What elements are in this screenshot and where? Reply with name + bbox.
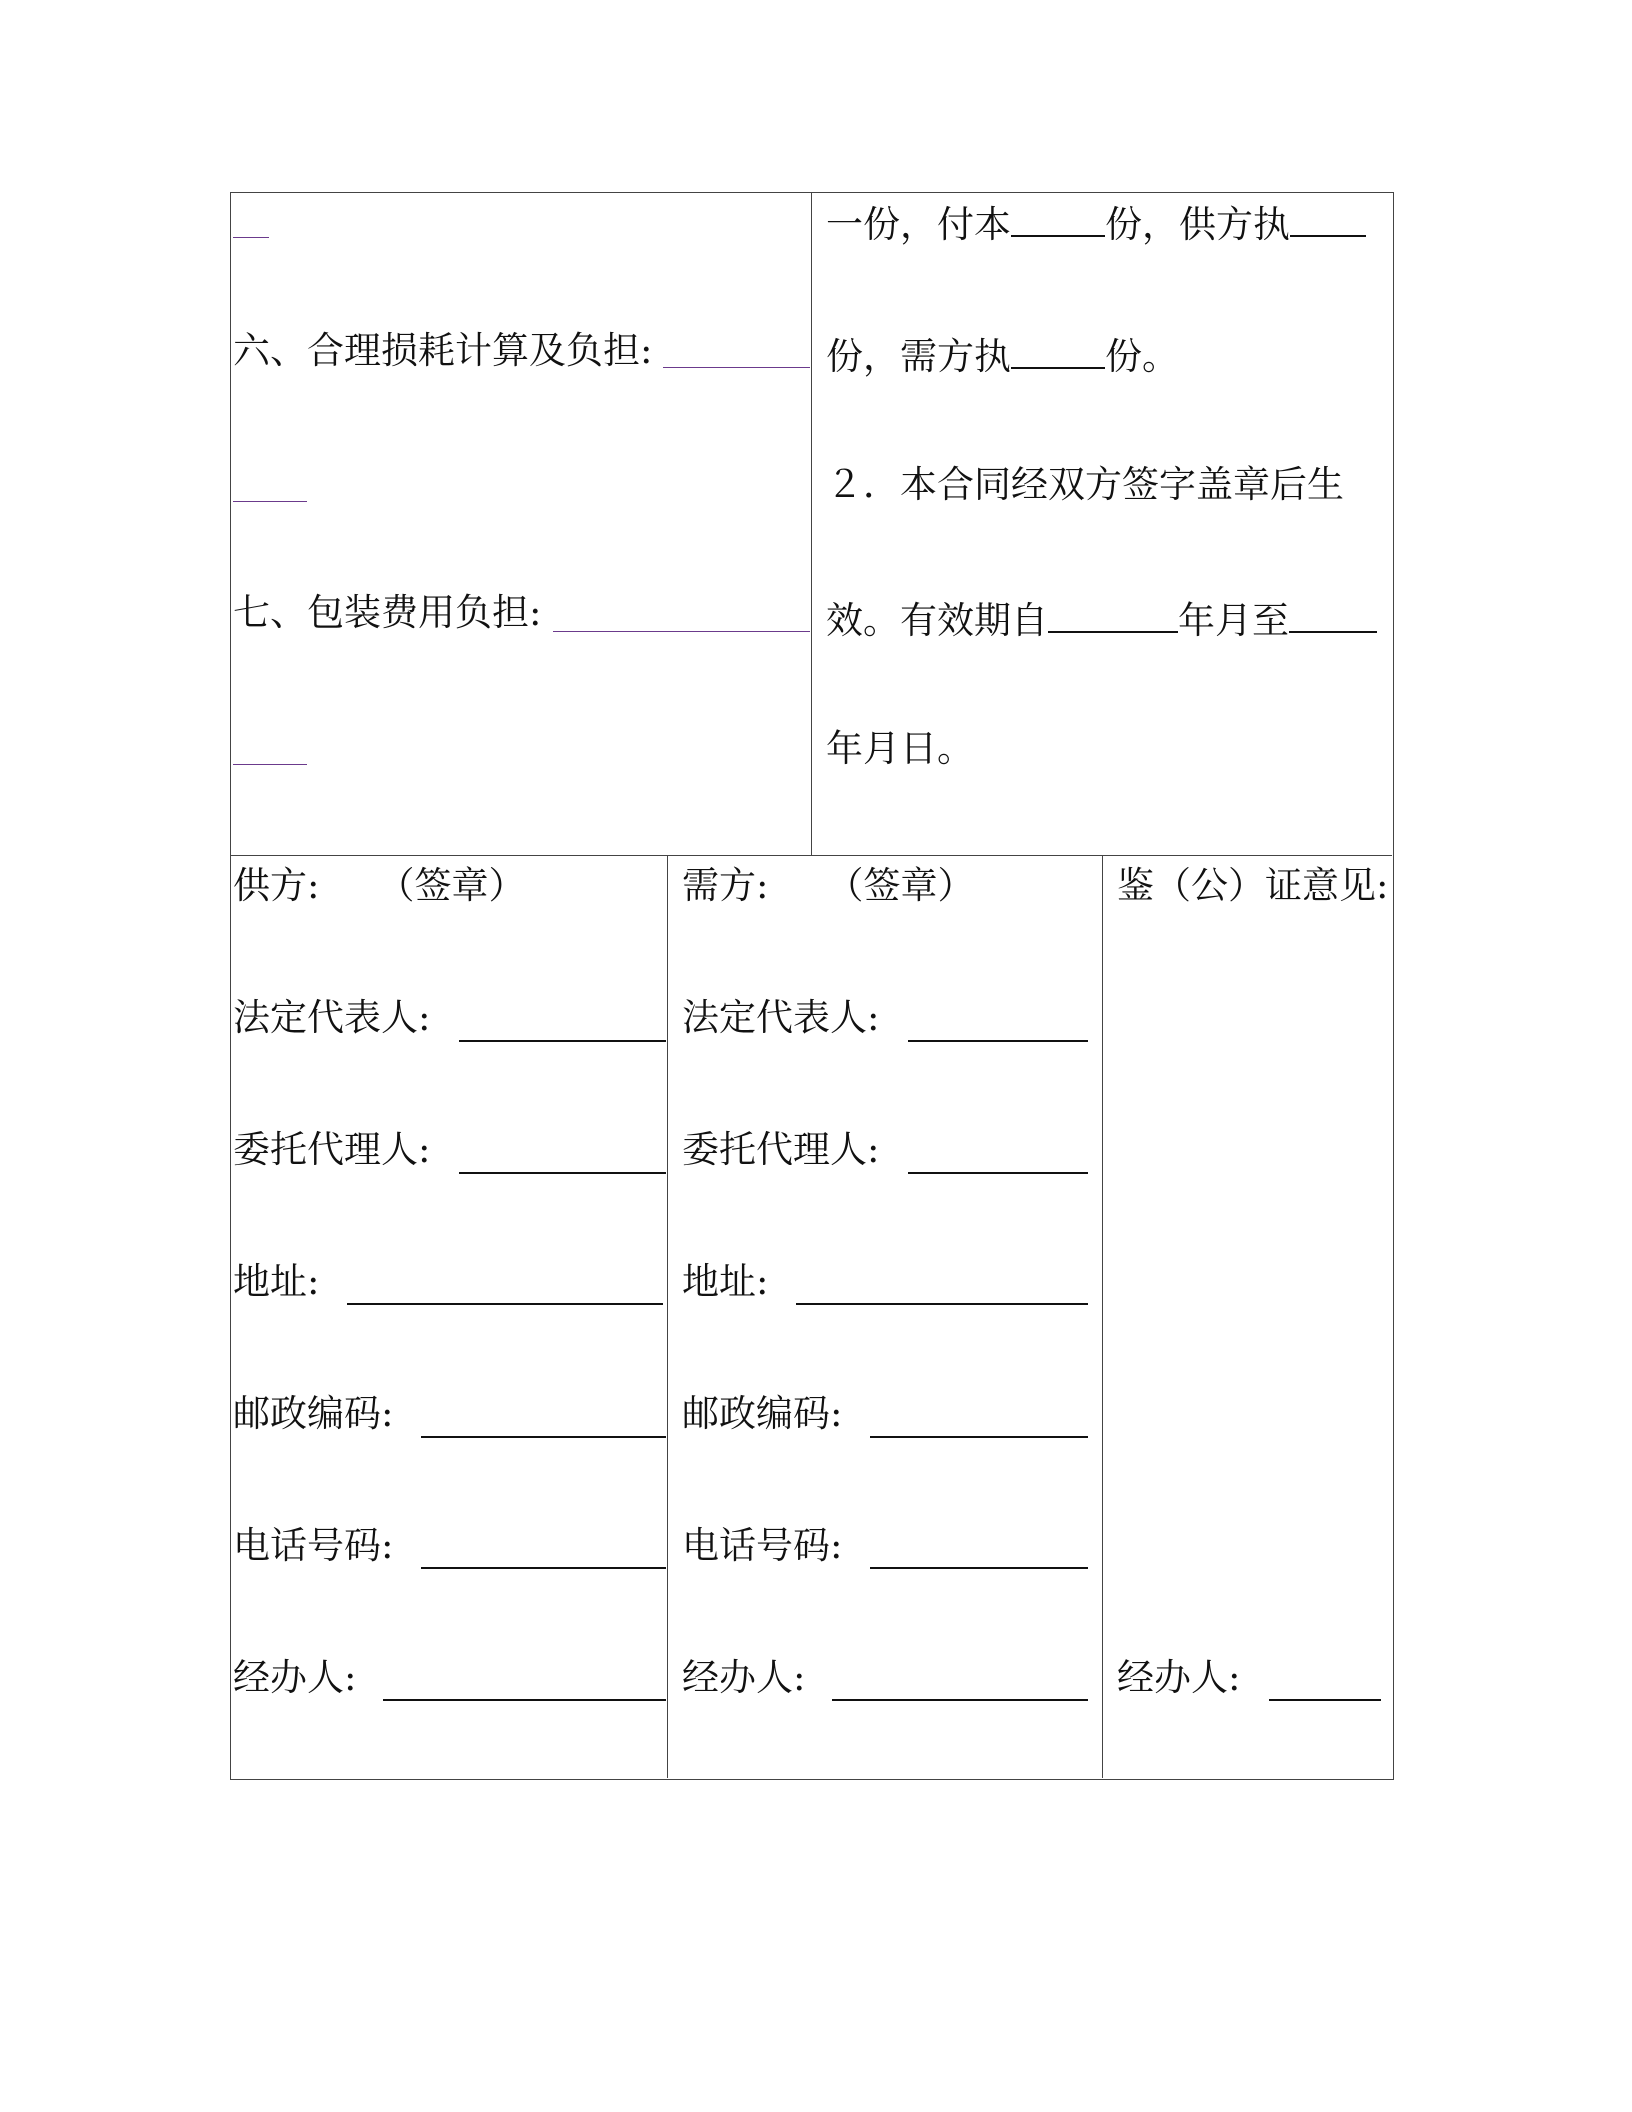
effective-text: ２．本合同经双方签字盖章后生	[826, 463, 1344, 506]
supplier-postcode-row	[233, 1392, 393, 1436]
buyer-handler-label: 经办人:	[682, 1656, 806, 1699]
buyer-copies-blank[interactable]	[1011, 331, 1105, 369]
supplier-address-label: 地址:	[233, 1260, 320, 1303]
supplier-postcode-field[interactable]	[421, 1436, 666, 1438]
notary-label: 鉴（公）证意见:	[1117, 864, 1389, 907]
notary-header	[1117, 864, 1388, 908]
supplier-legal-rep-field[interactable]	[459, 1040, 666, 1042]
item7-blank[interactable]	[553, 631, 810, 632]
buyer-legal-rep-field[interactable]	[908, 1040, 1088, 1042]
validity-text-a: 效。有效期自	[826, 599, 1048, 642]
supplier-legal-rep-row	[233, 996, 430, 1040]
terms-cell-left	[231, 193, 812, 856]
supplier-phone-row	[233, 1524, 393, 1568]
buyer-legal-rep-row	[682, 996, 879, 1040]
validity-line-2	[826, 727, 974, 771]
copies-line-2	[826, 331, 1179, 379]
buyer-handler-field[interactable]	[832, 1699, 1088, 1701]
buyer-postcode-label: 邮政编码:	[682, 1392, 843, 1435]
supplier-phone-field[interactable]	[421, 1567, 666, 1569]
item6-blank-continued[interactable]	[233, 501, 307, 502]
validity-line	[826, 595, 1377, 643]
supplier-postcode-label: 邮政编码:	[233, 1392, 394, 1435]
notary-handler-label: 经办人:	[1117, 1656, 1241, 1699]
supplier-phone-label: 电话号码:	[233, 1524, 394, 1567]
buyer-agent-label: 委托代理人:	[682, 1128, 880, 1171]
supplier-label: 供方:	[233, 864, 320, 907]
buyer-agent-field[interactable]	[908, 1172, 1088, 1174]
supplier-seal-label: （签章）	[377, 864, 526, 907]
validity-text-c: 年月日。	[826, 727, 974, 770]
supplier-address-row	[233, 1260, 319, 1304]
supplier-agent-label: 委托代理人:	[233, 1128, 431, 1171]
copies-text-b: 份，供方执	[1105, 203, 1290, 246]
item6-blank[interactable]	[663, 367, 810, 368]
supplier-legal-rep-label: 法定代表人:	[233, 996, 431, 1039]
notary-opinion-cell	[1103, 856, 1392, 1778]
supplier-agent-row	[233, 1128, 430, 1172]
buyer-address-field[interactable]	[796, 1303, 1088, 1305]
copies-count-blank[interactable]	[1011, 199, 1105, 237]
validity-start-blank[interactable]	[1048, 595, 1178, 633]
buyer-phone-field[interactable]	[870, 1567, 1088, 1569]
item7-label: 七、包装费用负担:	[233, 591, 542, 634]
supplier-handler-label: 经办人:	[233, 1656, 357, 1699]
terms-cell-right	[812, 193, 1392, 856]
buyer-phone-label: 电话号码:	[682, 1524, 843, 1567]
buyer-legal-rep-label: 法定代表人:	[682, 996, 880, 1039]
buyer-postcode-row	[682, 1392, 842, 1436]
supplier-copies-blank[interactable]	[1290, 199, 1366, 237]
buyer-seal-label: （签章）	[826, 864, 975, 907]
buyer-address-label: 地址:	[682, 1260, 769, 1303]
effective-line-1	[826, 463, 1344, 507]
validity-end-blank[interactable]	[1289, 595, 1377, 633]
contract-signature-table	[230, 192, 1394, 1780]
supplier-handler-row	[233, 1656, 356, 1700]
buyer-postcode-field[interactable]	[870, 1436, 1088, 1438]
supplier-signature-cell	[231, 856, 668, 1778]
supplier-handler-field[interactable]	[383, 1699, 666, 1701]
copies-text-a: 一份，付本	[826, 203, 1011, 246]
copies-line-1	[826, 199, 1366, 247]
copies-text-c: 份，需方执	[826, 335, 1011, 378]
buyer-handler-row	[682, 1656, 805, 1700]
buyer-signature-cell	[668, 856, 1103, 1778]
continuation-blank-top	[233, 237, 269, 238]
item7-line	[233, 591, 541, 635]
notary-handler-field[interactable]	[1269, 1699, 1381, 1701]
buyer-agent-row	[682, 1128, 879, 1172]
supplier-address-field[interactable]	[347, 1303, 663, 1305]
notary-handler-row	[1117, 1656, 1240, 1700]
item6-label: 六、合理损耗计算及负担:	[233, 329, 653, 372]
supplier-agent-field[interactable]	[459, 1172, 666, 1174]
item7-blank-continued[interactable]	[233, 764, 307, 765]
buyer-address-row	[682, 1260, 768, 1304]
copies-text-d: 份。	[1105, 335, 1179, 378]
buyer-label: 需方:	[682, 864, 769, 907]
item6-line	[233, 329, 652, 373]
supplier-header	[233, 864, 525, 908]
buyer-phone-row	[682, 1524, 842, 1568]
validity-text-b: 年月至	[1178, 599, 1289, 642]
buyer-header	[682, 864, 974, 908]
